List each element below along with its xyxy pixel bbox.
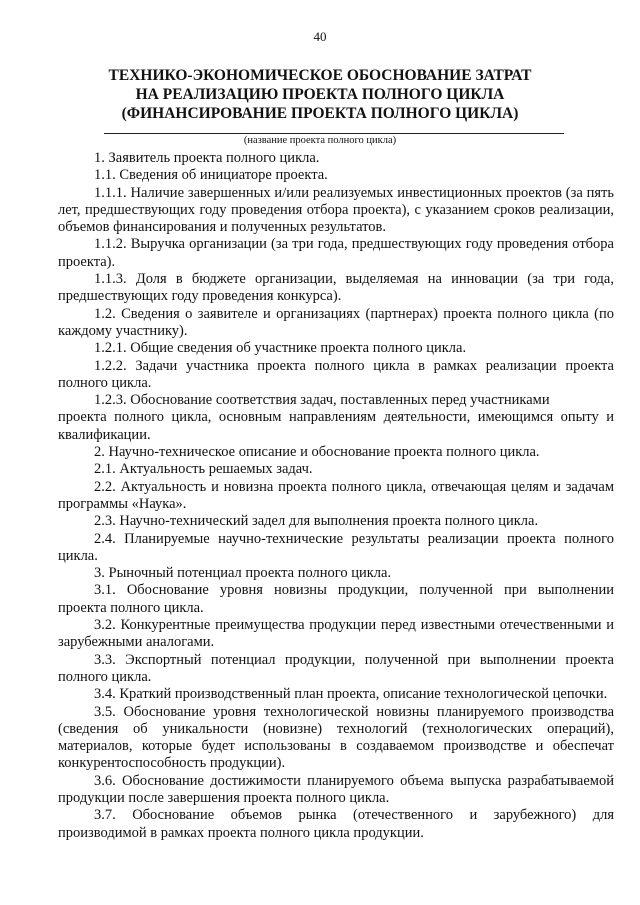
- project-name-underline: [104, 133, 564, 134]
- title-line: (ФИНАНСИРОВАНИЕ ПРОЕКТА ПОЛНОГО ЦИКЛА): [121, 105, 519, 122]
- section-paragraph: 2.4. Планируемые научно-технические результаты реализации проекта полного цикла.: [58, 530, 614, 564]
- section-paragraph: 3.5. Обоснование уровня технологической новизны планируемого производства (сведения об уникальности (новизне) технологий (технологических операций), материалов, которые будет использованы в создаваемом производстве и обеспечат конкурентоспособность продукции).: [58, 703, 614, 772]
- page-number: 40: [313, 29, 327, 44]
- section-paragraph: 3.6. Обоснование достижимости планируемого объема выпуска разрабатываемой продукции после завершения проекта полного цикла.: [58, 772, 614, 806]
- section-paragraph: 3. Рыночный потенциал проекта полного цикла.: [94, 565, 392, 582]
- section-paragraph: 1.2.1. Общие сведения об участнике проекта полного цикла.: [94, 340, 467, 357]
- title-line: НА РЕАЛИЗАЦИЮ ПРОЕКТА ПОЛНОГО ЦИКЛА: [135, 86, 505, 103]
- section-paragraph: 2.1. Актуальность решаемых задач.: [94, 461, 313, 478]
- section-paragraph: проекта полного цикла, основным направлениям деятельности, имеющимся опыту и квалификации.: [58, 409, 614, 443]
- section-paragraph: 1.2.2. Задачи участника проекта полного цикла в рамках реализации проекта полного цикла.: [58, 357, 614, 391]
- section-paragraph: 2.3. Научно-технический задел для выполнения проекта полного цикла.: [94, 513, 539, 530]
- section-paragraph: 1. Заявитель проекта полного цикла.: [94, 150, 320, 166]
- section-paragraph: 3.1. Обоснование уровня новизны продукции, полученной при выполнении проекта полного цикла.: [58, 582, 614, 616]
- section-paragraph: 1.2. Сведения о заявителе и организациях (партнерах) проекта полного цикла (по каждому участнику).: [58, 305, 614, 339]
- section-paragraph: 3.3. Экспортный потенциал продукции, полученной при выполнении проекта полного цикла.: [58, 651, 614, 685]
- section-paragraph: 1.1. Сведения об инициаторе проекта.: [94, 167, 328, 184]
- section-paragraph: 1.1.3. Доля в бюджете организации, выделяемая на инновации (за три года, предшествующих году проведения конкурса).: [58, 271, 614, 305]
- section-paragraph: 2. Научно-техническое описание и обоснование проекта полного цикла.: [94, 444, 540, 461]
- section-paragraph: 2.2. Актуальность и новизна проекта полного цикла, отвечающая целям и задачам программы «Наука».: [58, 478, 614, 512]
- project-name-caption: (название проекта полного цикла): [243, 135, 397, 146]
- section-paragraph: 1.2.3. Обоснование соответствия задач, поставленных перед участниками: [94, 392, 550, 409]
- section-paragraph: 3.7. Обоснование объемов рынка (отечественного и зарубежного) для производимой в рамках проекта полного цикла продукции.: [58, 807, 614, 841]
- section-paragraph: 3.2. Конкурентные преимущества продукции перед известными отечественными и зарубежными аналогами.: [58, 617, 614, 651]
- document-title: [60, 66, 580, 123]
- section-paragraph: 1.1.2. Выручка организации (за три года, предшествующих году проведения отбора проекта).: [58, 236, 614, 270]
- section-paragraph: 1.1.1. Наличие завершенных и/или реализуемых инвестиционных проектов (за пять лет, предшествующих году проведения отбора проекта), с указанием сроков реализации, объемов финансирования и полученных результатов.: [58, 184, 614, 236]
- document-body: [58, 150, 614, 842]
- title-line: ТЕХНИКО-ЭКОНОМИЧЕСКОЕ ОБОСНОВАНИЕ ЗАТРАТ: [108, 67, 532, 84]
- section-paragraph: 3.4. Краткий производственный план проекта, описание технологической цепочки.: [94, 686, 608, 703]
